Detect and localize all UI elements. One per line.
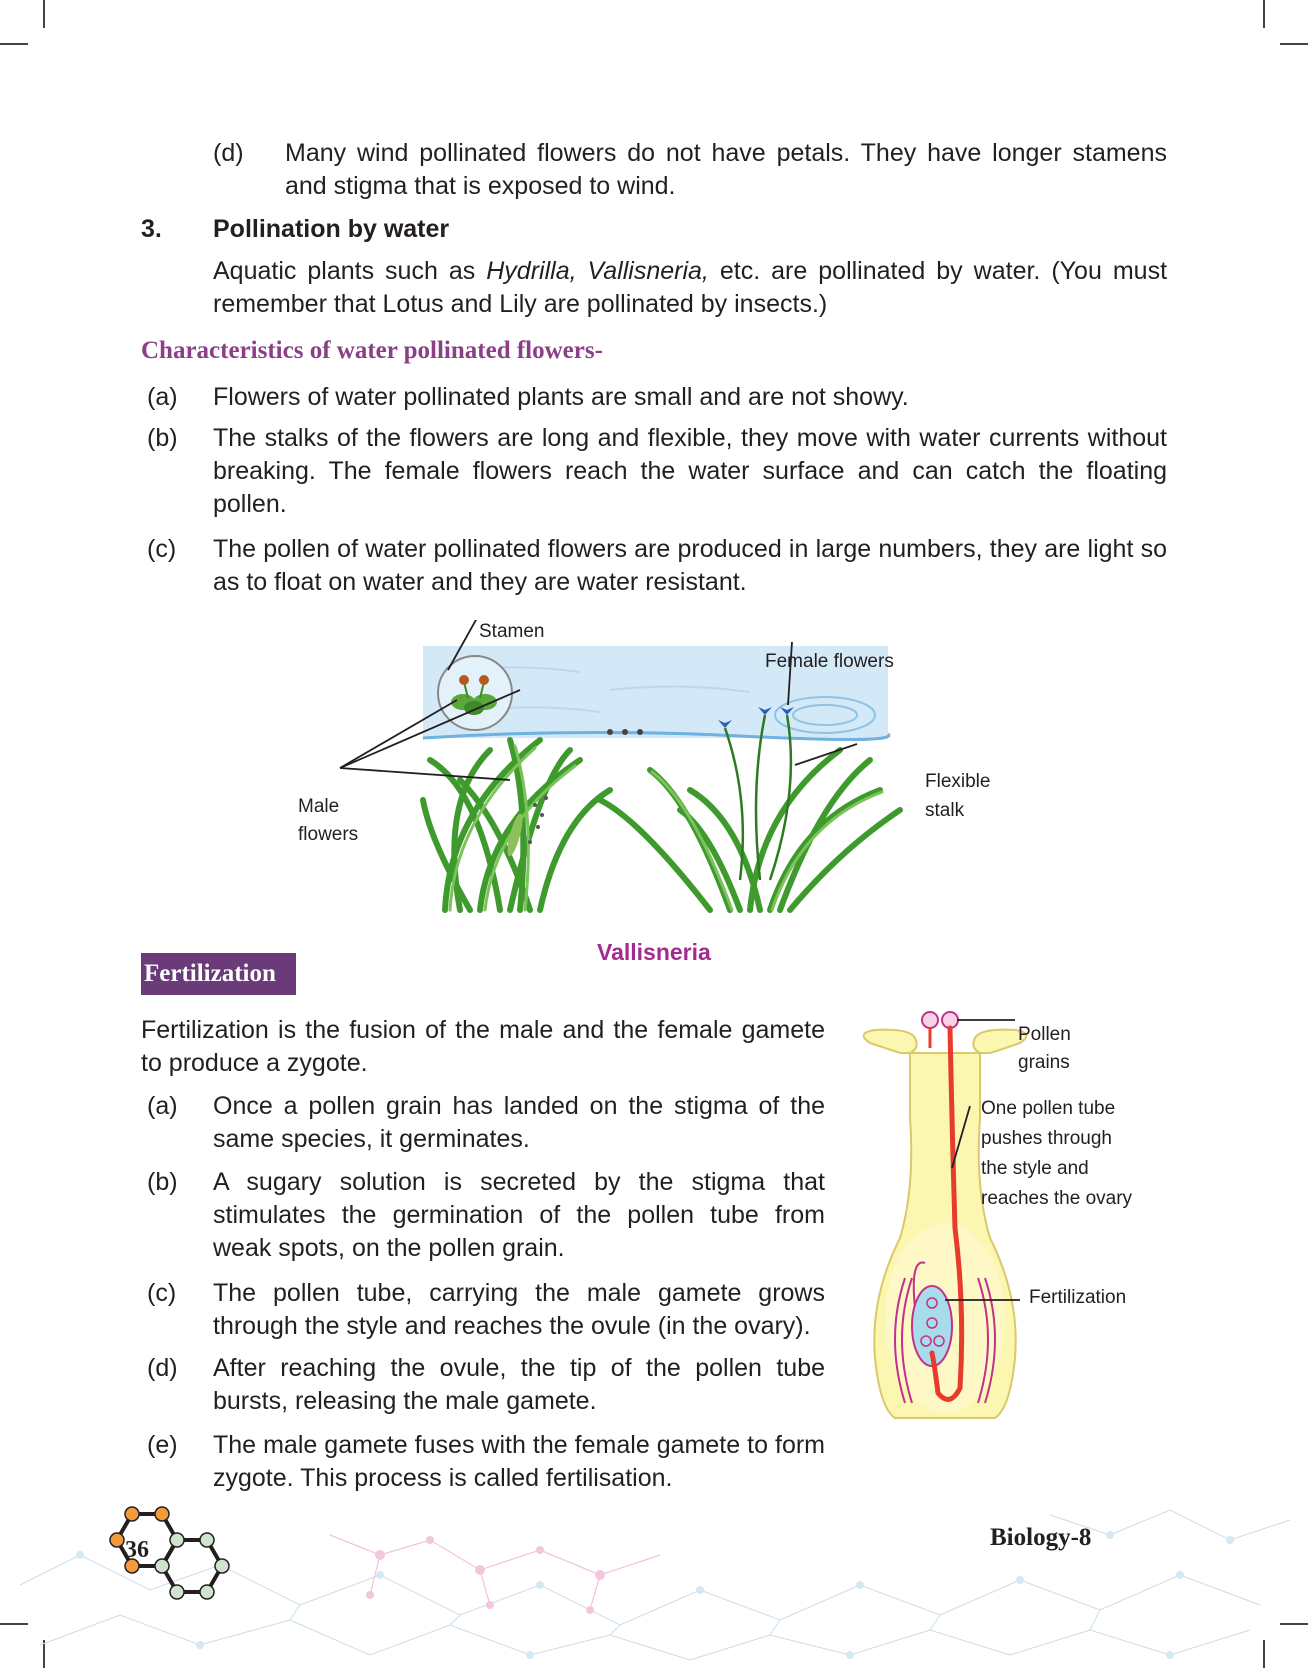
item-marker: (a) (147, 383, 178, 411)
item-text: Many wind pollinated flowers do not have petals. They have longer stamens and stigma that is exposed to wind. (285, 139, 1167, 200)
pollen-tube-label-line1: One pollen tube (981, 1098, 1116, 1119)
fertilization-label: Fertilization (1029, 1287, 1127, 1308)
item-text: Once a pollen grain has landed on the stigma of the same species, it germinates. (213, 1092, 825, 1153)
item-text: The pollen of water pollinated flowers are produced in large numbers, they are light so as to float on water and they are water resistant. (213, 535, 1167, 596)
item-marker: (a) (147, 1092, 178, 1120)
book-title: Biology-8 (990, 1524, 1092, 1551)
female-flowers-label: Female flowers (765, 651, 894, 672)
pollen-tube-label-line2: pushes through (981, 1128, 1112, 1149)
female-plant (600, 750, 900, 910)
item-marker: (e) (147, 1431, 178, 1459)
crop-mark (0, 43, 28, 45)
item-marker: (c) (147, 535, 177, 563)
item-text: Flowers of water pollinated plants are small and are not showy. (213, 383, 909, 411)
figure-caption: Vallisneria (597, 939, 711, 965)
item-marker: (c) (147, 1279, 177, 1307)
page-number-hexagons (95, 1500, 255, 1620)
flexible-stalk-label-line2: stalk (925, 800, 965, 821)
item-marker: (d) (147, 1354, 178, 1382)
item-text: The pollen tube, carrying the male gamete grows through the style and reaches the ovule (in the ovary). (213, 1279, 825, 1340)
page-number: 36 (125, 1537, 149, 1563)
item-marker: (b) (147, 1168, 178, 1196)
item-text: The male gamete fuses with the female gamete to form zygote. This process is called fertilisation. (213, 1431, 825, 1492)
male-flowers-label-line2: flowers (298, 824, 359, 845)
item-text: After reaching the ovule, the tip of the pollen tube bursts, releasing the male gamete. (213, 1354, 825, 1415)
item-text: A sugary solution is secreted by the stigma that stimulates the germination of the pollen tube from weak spots, on the pollen grain. (213, 1168, 825, 1262)
item-marker: (b) (147, 424, 178, 452)
item-text: The stalks of the flowers are long and flexible, they move with water currents without breaking. The female flowers reach the water surface and can catch the floating pollen. (213, 424, 1167, 518)
section-title: Pollination by water (213, 215, 450, 243)
pollen-grains-label-line1: Pollen (1018, 1024, 1071, 1045)
crop-mark (43, 0, 45, 28)
species-names: Hydrilla, Vallisneria, (486, 257, 709, 285)
pollen-tube-label-line3: the style and (981, 1158, 1089, 1179)
characteristics-heading: Characteristics of water pollinated flowers- (141, 337, 603, 364)
pollen-grains-label-line2: grains (1018, 1052, 1070, 1073)
section-number: 3. (141, 215, 162, 243)
pistil-illustration (840, 1008, 1170, 1428)
pollen-tube-label-line4: reaches the ovary (981, 1188, 1133, 1209)
crop-mark (1263, 0, 1265, 28)
male-flowers-label-line1: Male (298, 796, 340, 817)
crop-mark (1280, 43, 1308, 45)
fertilization-heading: Fertilization (141, 953, 296, 995)
fertilization-intro: Fertilization is the fusion of the male and the female gamete to produce a zygote. (141, 1016, 825, 1077)
pollen-grain (922, 1012, 938, 1028)
flexible-stalk-label-line1: Flexible (925, 771, 991, 792)
section-text: Aquatic plants such as Hydrilla, Vallisneria, etc. are pollinated by water. (You must remember that Lotus and Lily are pollinated by insects.) (213, 257, 1168, 318)
item-marker: (d) (213, 139, 244, 167)
stamen-label: Stamen (479, 621, 545, 642)
